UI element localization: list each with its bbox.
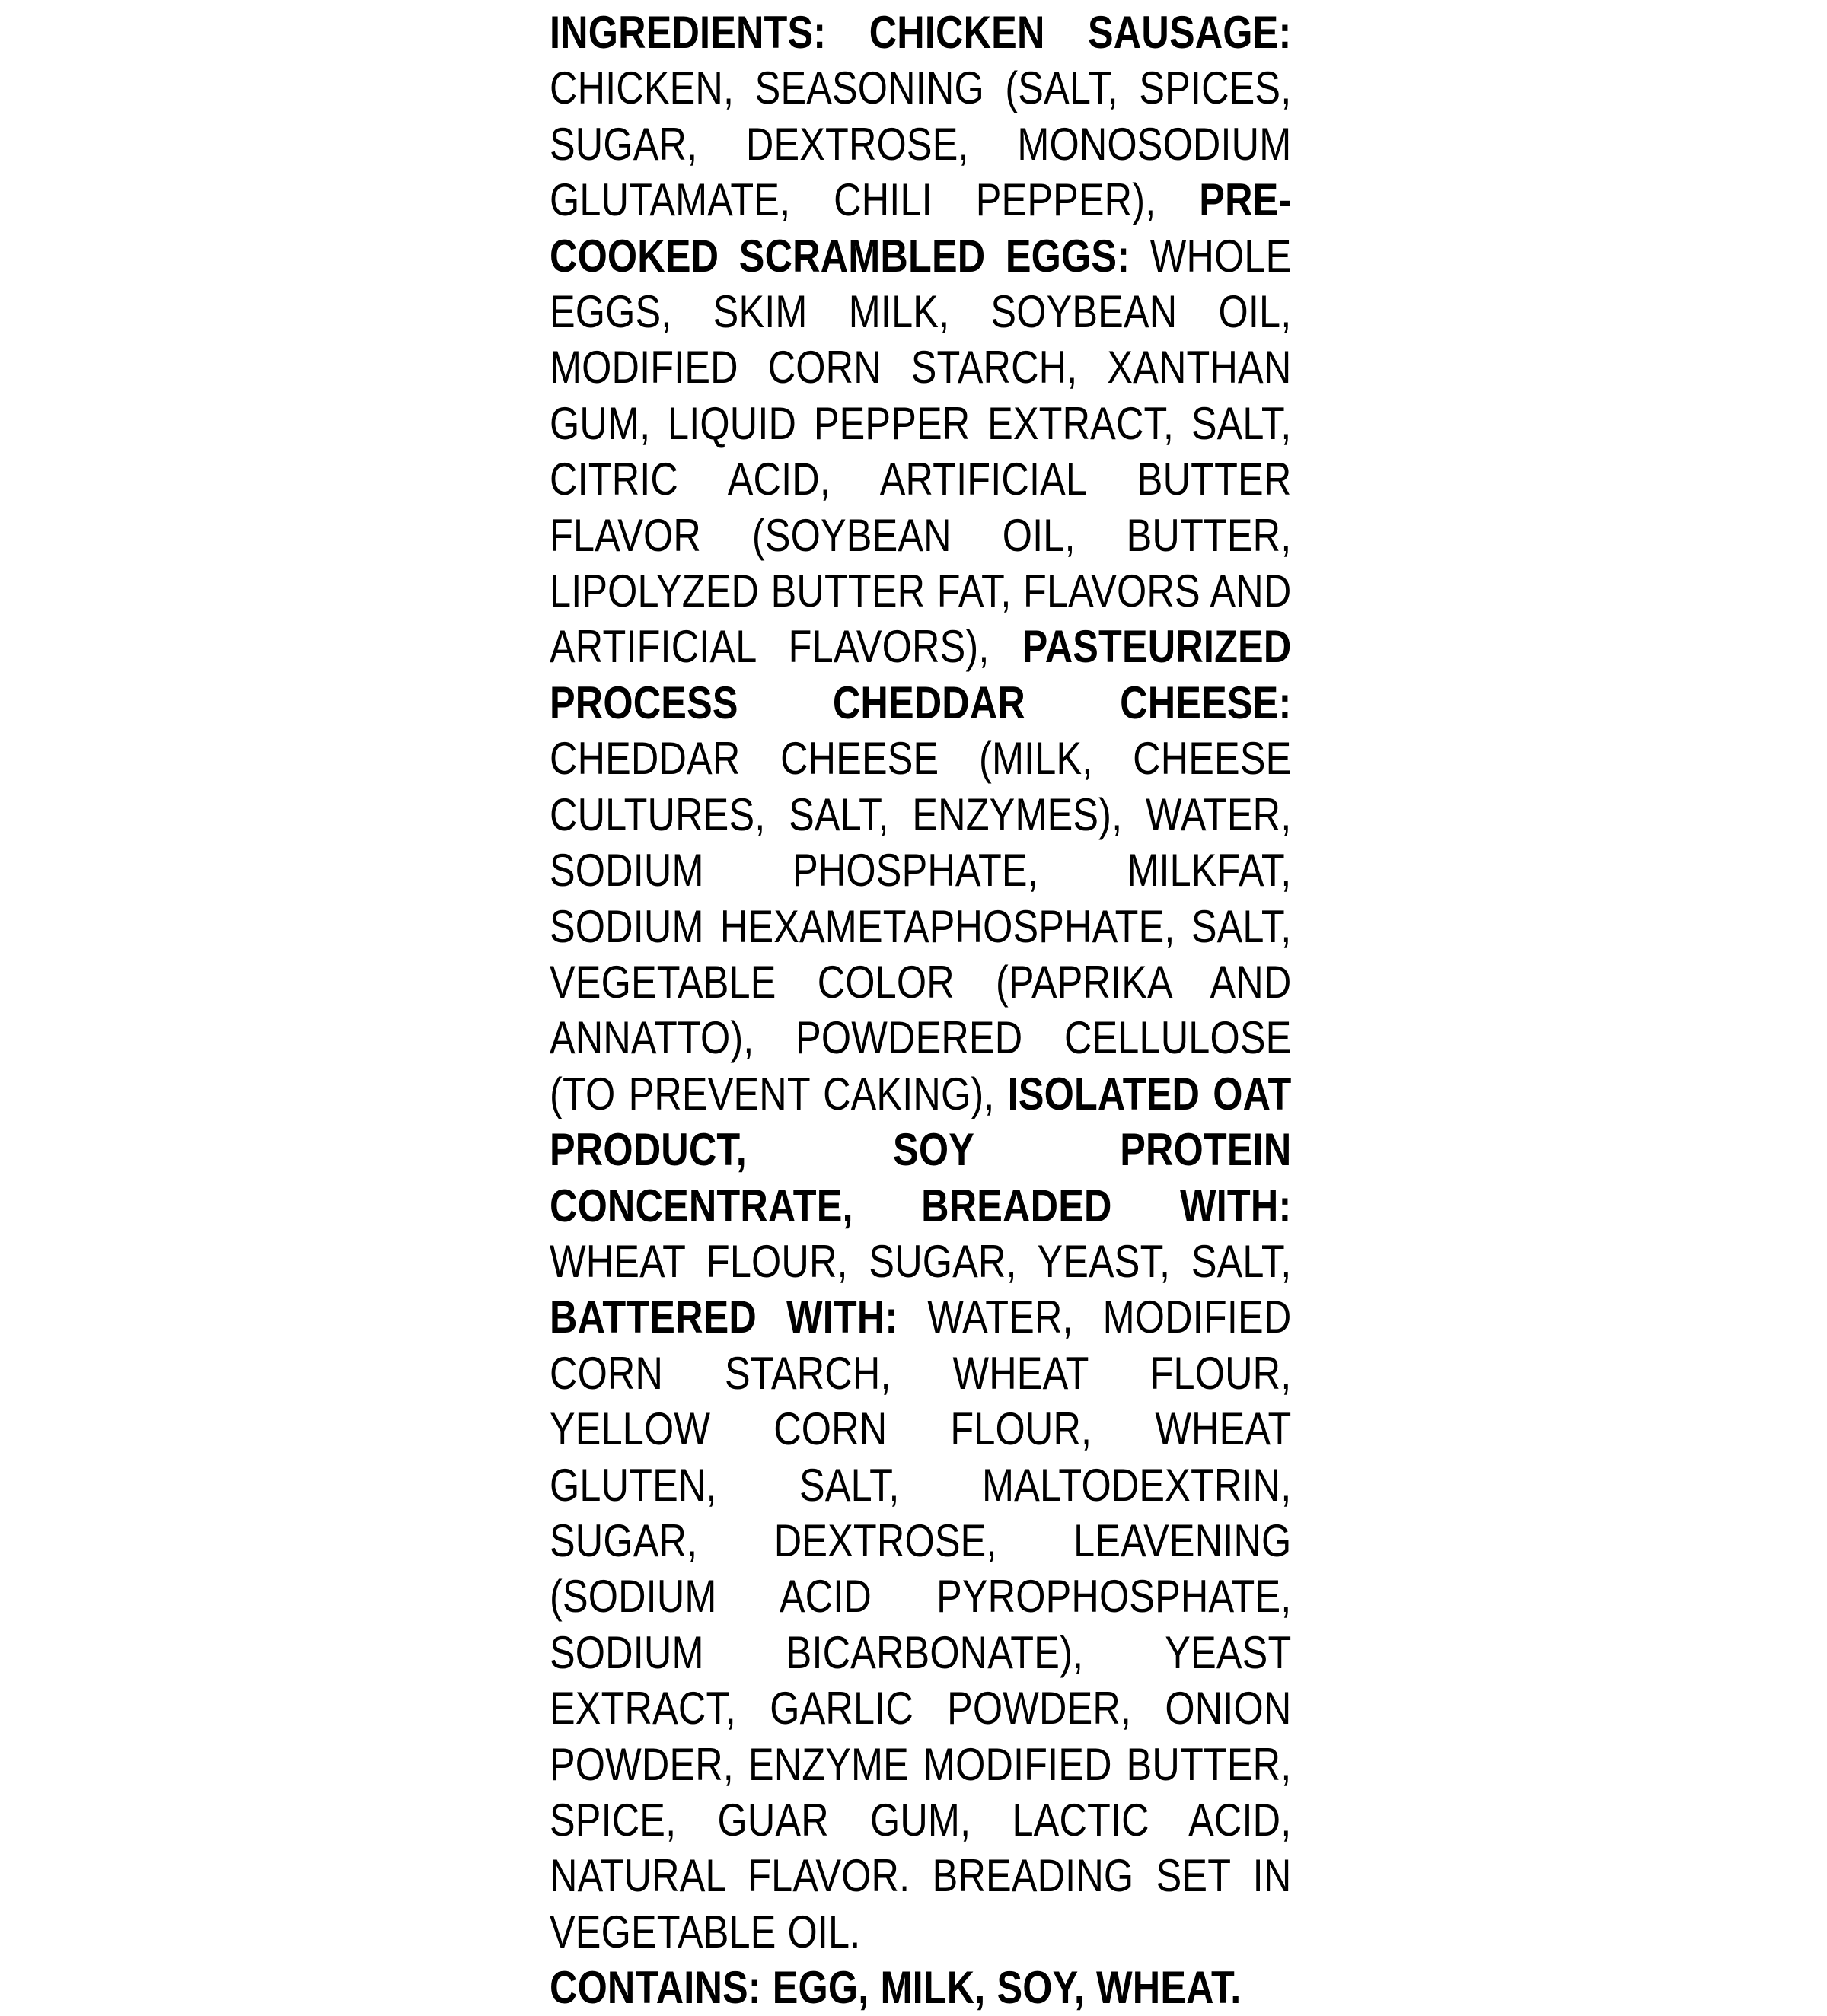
ingredient-segment: WATER, MODIFIED CORN STARCH, WHEAT FLOUR, YELLOW CORN FLOUR, WHEAT GLUTEN, SALT, MALTODEXTRIN, SUGAR, DEXTROSE, LEAVENING (SODIUM ACID PYROPHOSPHATE, SODIUM BICARBONATE), YEAST EXTRACT, GARLIC POWDER, ONION POWDER, ENZYME MODIFIED BUTTER, SPICE, GUAR GUM, LACTIC ACID, NATURAL FLAVOR. BREADING SET IN VEGETABLE OIL.	[550, 1291, 1292, 1957]
ingredient-segment-bold: PRE-COOKED SCRAMBLED EGGS:	[550, 174, 1292, 282]
ingredient-segment-bold: PASTEURIZED PROCESS CHEDDAR CHEESE:	[550, 621, 1292, 728]
ingredient-segment-bold: ISOLATED OAT PRODUCT, SOY PROTEIN CONCENTRATE, BREADED WITH:	[550, 1068, 1292, 1231]
ingredients-paragraph	[550, 0, 1291, 2016]
ingredient-segment: CHICKEN, SEASONING (SALT, SPICES, SUGAR, DEXTROSE, MONOSODIUM GLUTAMATE, CHILI PEPPER),	[550, 62, 1292, 226]
ingredient-segment-bold: INGREDIENTS: CHICKEN SAUSAGE:	[550, 7, 1292, 58]
ingredient-segment-bold: BATTERED WITH:	[550, 1291, 928, 1343]
ingredient-segment: WHOLE EGGS, SKIM MILK, SOYBEAN OIL, MODIFIED CORN STARCH, XANTHAN GUM, LIQUID PEPPER EXTRACT, SALT, CITRIC ACID, ARTIFICIAL BUTTER FLAVOR (SOYBEAN OIL, BUTTER, LIPOLYZED BUTTER FAT, FLAVORS AND ARTIFICIAL FLAVORS),	[550, 230, 1292, 673]
allergen-statement: CONTAINS: EGG, MILK, SOY, WHEAT.	[550, 1962, 1242, 2014]
ingredients-label-panel	[550, 0, 1292, 2014]
ingredient-segment: WHEAT FLOUR, SUGAR, YEAST, SALT,	[550, 1235, 1292, 1287]
ingredient-segment: CHEDDAR CHEESE (MILK, CHEESE CULTURES, SALT, ENZYMES), WATER, SODIUM PHOSPHATE, MILKFAT, SODIUM HEXAMETAPHOSPHATE, SALT, VEGETABLE COLOR (PAPRIKA AND ANNATTO), POWDERED CELLULOSE (TO PREVENT CAKING),	[550, 733, 1292, 1119]
